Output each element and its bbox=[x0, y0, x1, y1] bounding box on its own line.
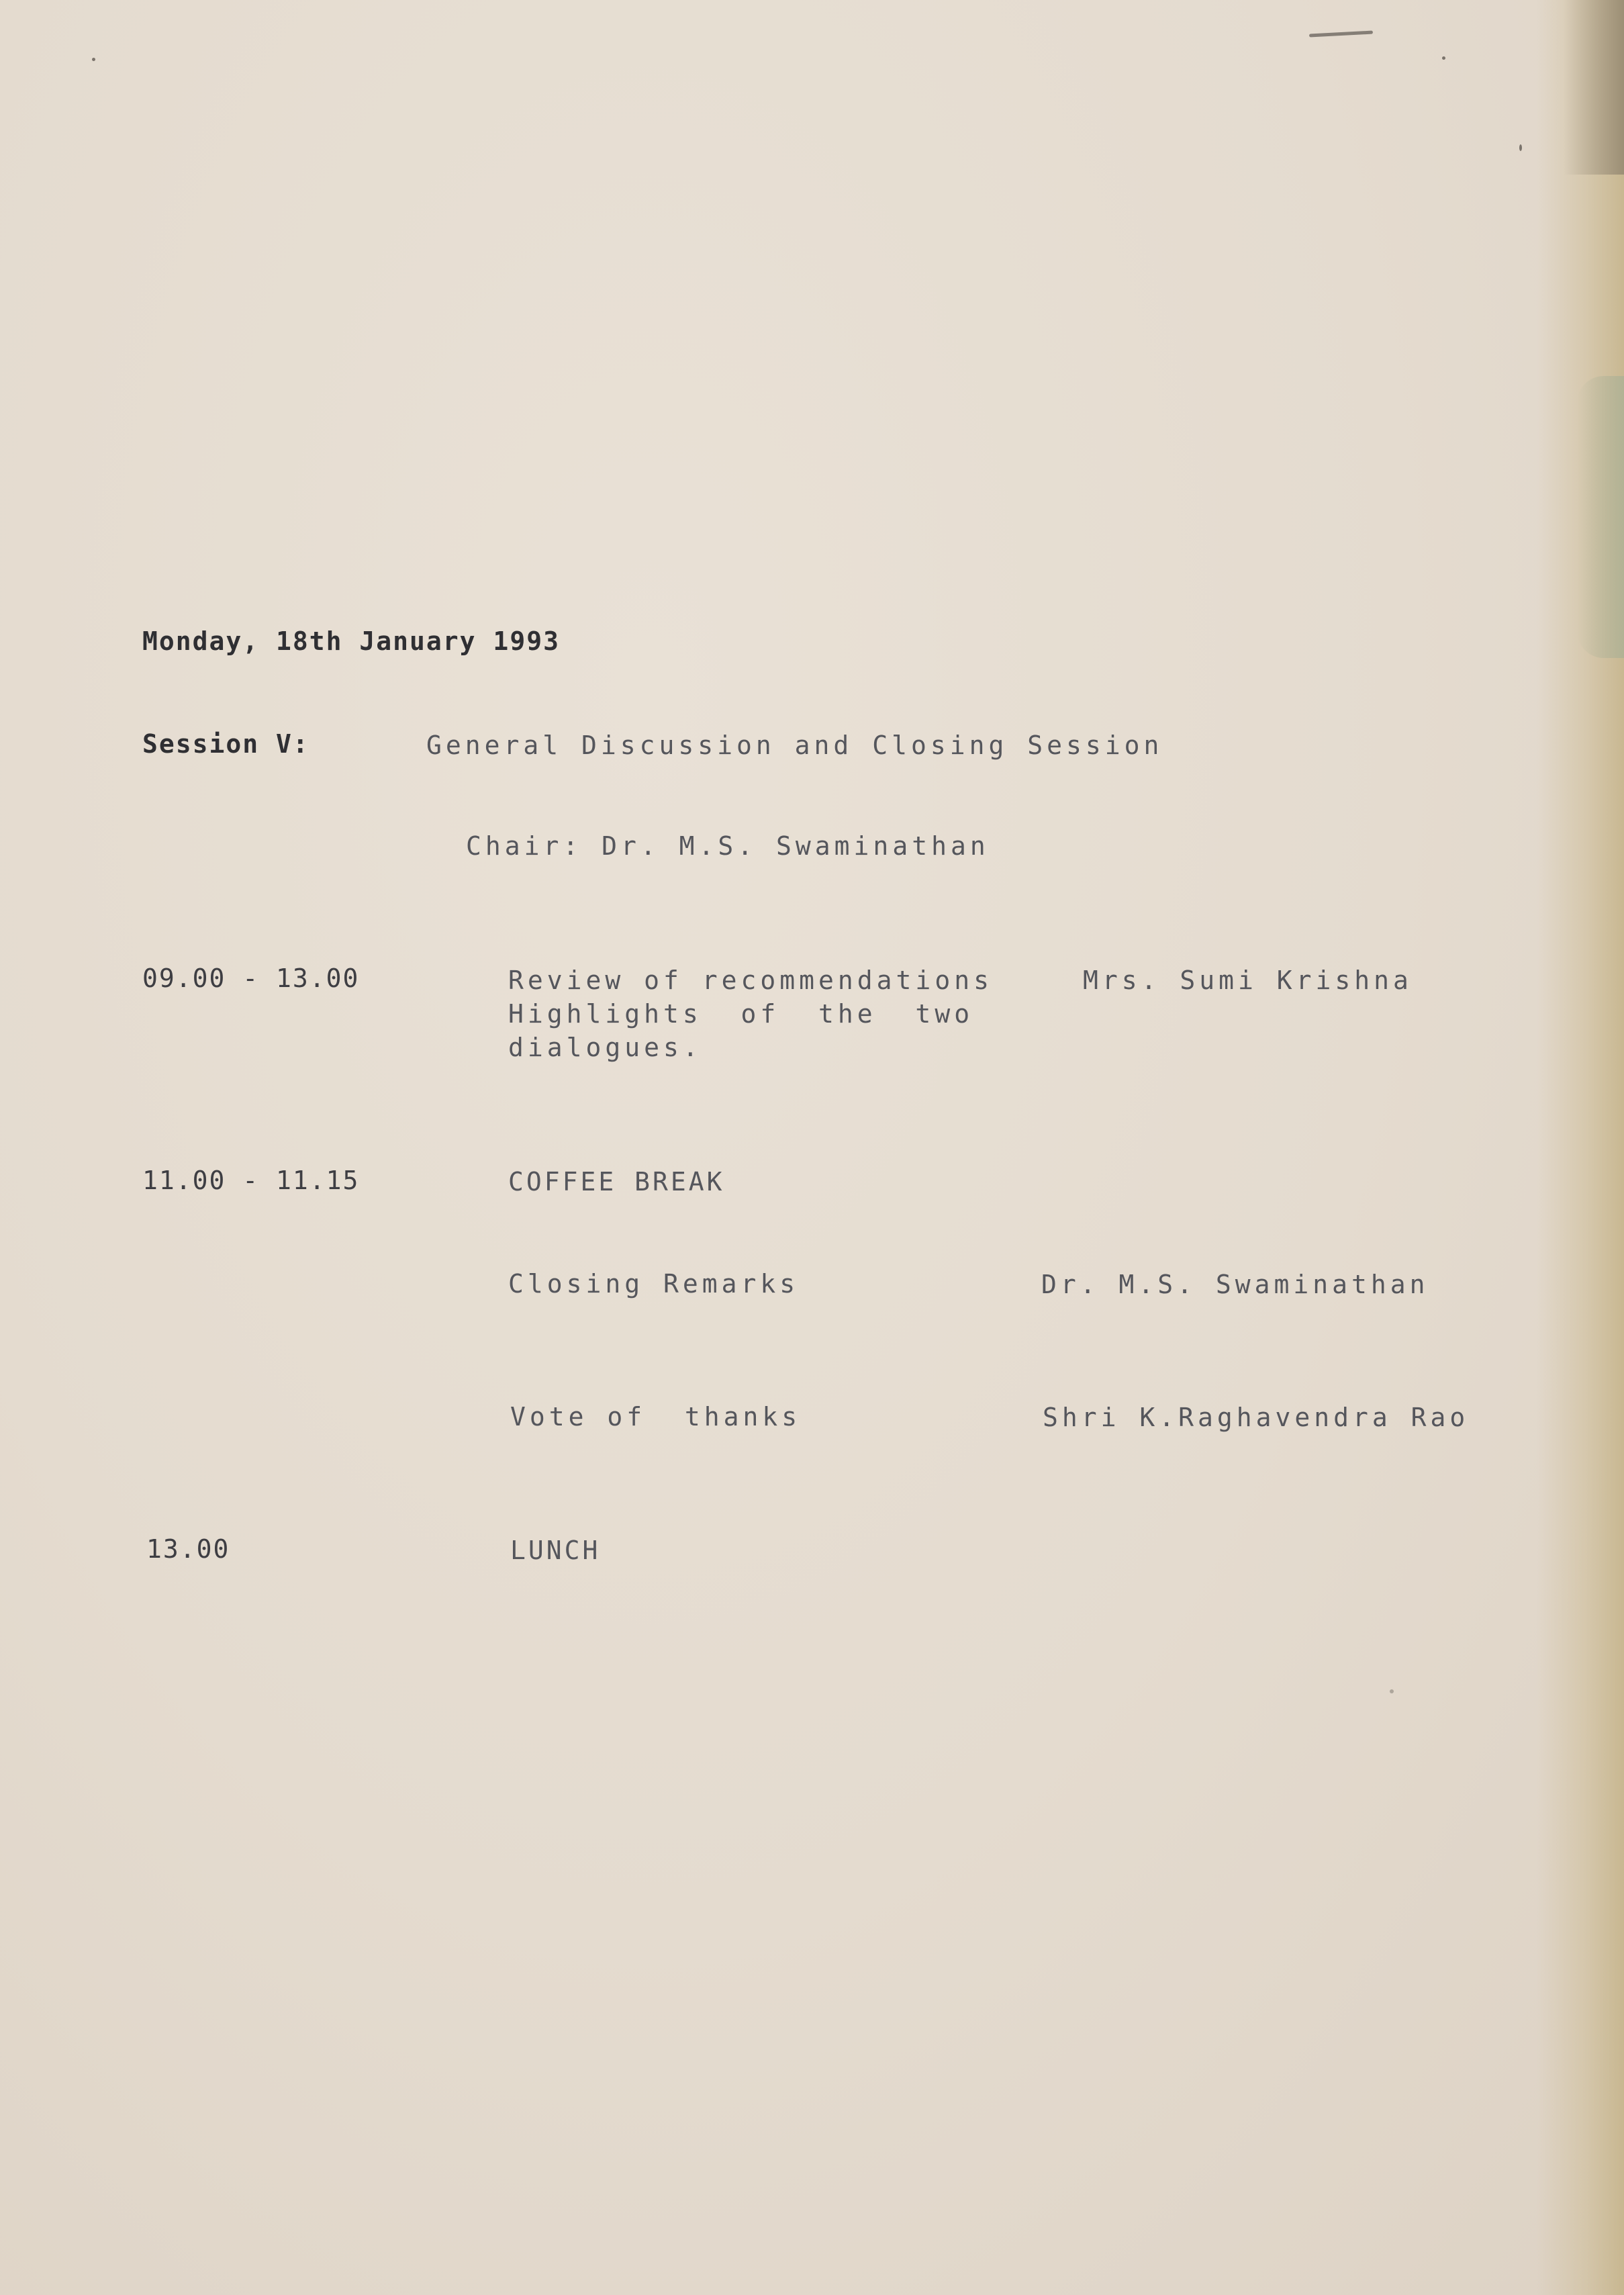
session-label: Session V: bbox=[142, 729, 309, 759]
schedule-speaker: Dr. M.S. Swaminathan bbox=[1041, 1270, 1429, 1299]
schedule-speaker: Mrs. Sumi Krishna bbox=[1083, 966, 1413, 995]
meeting-date: Monday, 18th January 1993 bbox=[142, 626, 560, 656]
schedule-item-line: Closing Remarks bbox=[508, 1269, 800, 1299]
paper-corner-shadow bbox=[1564, 0, 1624, 175]
session-chair: Chair: Dr. M.S. Swaminathan bbox=[466, 831, 990, 861]
schedule-item-line: Vote of thanks bbox=[510, 1402, 802, 1432]
schedule-speaker: Shri K.Raghavendra Rao bbox=[1043, 1403, 1470, 1432]
schedule-item-line: COFFEE BREAK bbox=[508, 1167, 725, 1197]
schedule-item-line: Review of recommendations bbox=[508, 966, 993, 995]
session-title: General Discussion and Closing Session bbox=[426, 731, 1163, 760]
paper-speck bbox=[1442, 56, 1445, 60]
paper-speck bbox=[1390, 1689, 1394, 1693]
schedule-item-line: dialogues. bbox=[508, 1033, 702, 1062]
paper-speck bbox=[92, 58, 95, 61]
schedule-time: 09.00 - 13.00 bbox=[142, 964, 360, 993]
paper-edge-stain bbox=[1537, 0, 1624, 2295]
schedule-item-line: LUNCH bbox=[510, 1536, 601, 1565]
schedule-time: 11.00 - 11.15 bbox=[142, 1166, 360, 1195]
schedule-time: 13.00 bbox=[146, 1534, 230, 1564]
paper-edge-tear bbox=[1577, 376, 1624, 658]
pen-mark bbox=[1309, 31, 1373, 38]
paper-speck bbox=[1519, 144, 1522, 151]
schedule-item-line: Highlights of the two bbox=[508, 999, 974, 1029]
